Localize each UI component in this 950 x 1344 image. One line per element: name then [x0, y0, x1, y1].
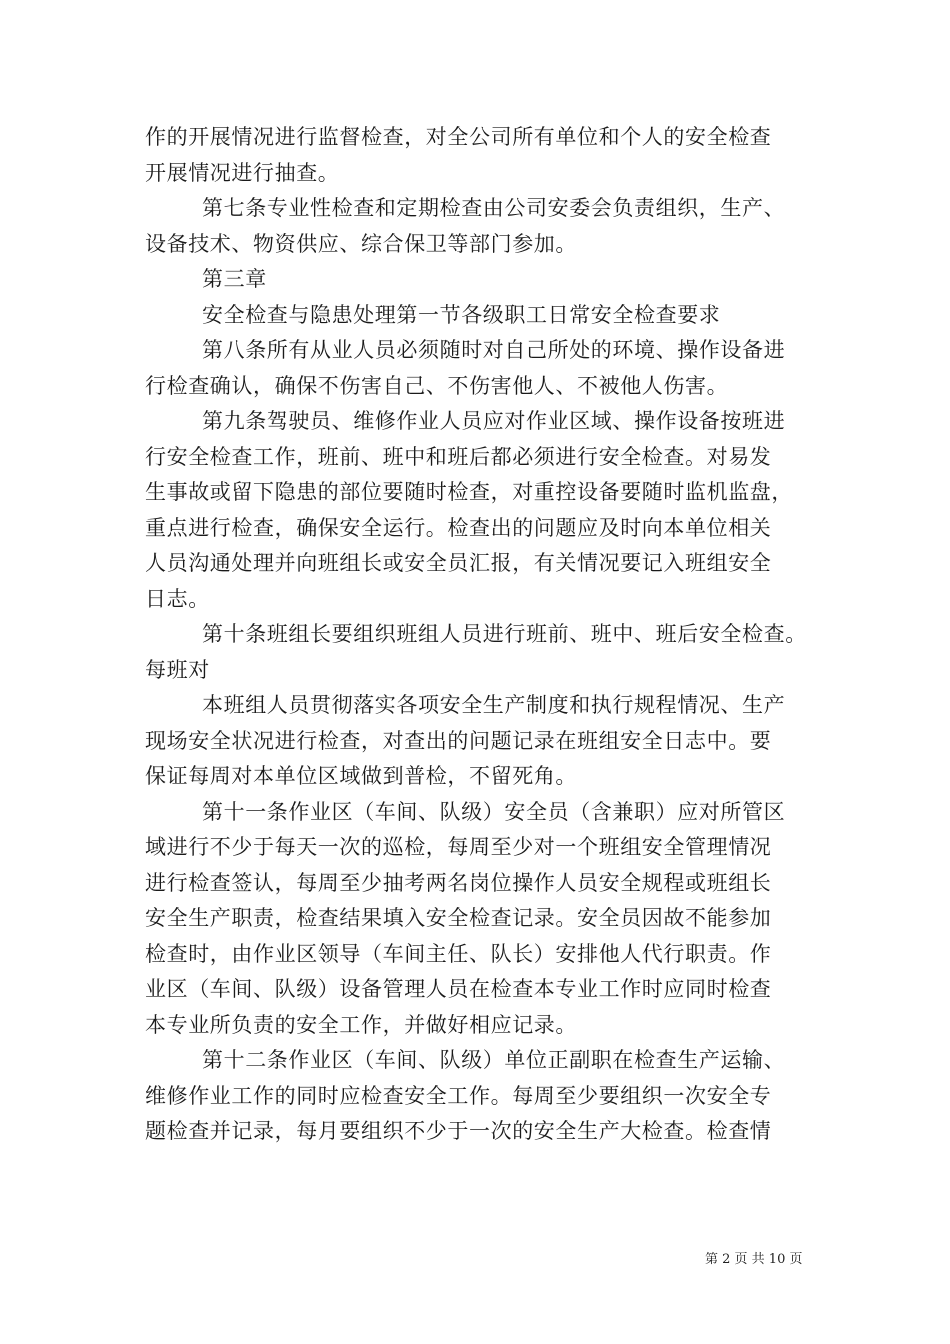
text-line: 检查时，由作业区领导（车间主任、队长）安排他人代行职责。作 — [145, 941, 772, 966]
text-line: 作的开展情况进行监督检查，对全公司所有单位和个人的安全检查 — [145, 125, 772, 149]
text-line: 生事故或留下隐患的部位要随时检查，对重控设备要随时监机监盘， — [145, 480, 793, 504]
text-line: 第九条驾驶员、维修作业人员应对作业区域、操作设备按班进 — [202, 409, 786, 433]
text-line: 业区（车间、队级）设备管理人员在检查本专业工作时应同时检查 — [145, 977, 772, 1001]
text-line: 行检查确认，确保不伤害自己、不伤害他人、不被他人伤害。 — [145, 373, 729, 398]
text-line: 进行检查签认，每周至少抽考两名岗位操作人员安全规程或班组长 — [145, 870, 772, 895]
text-line: 开展情况进行抽查。 — [145, 160, 340, 185]
text-line: 本专业所负责的安全工作，并做好相应记录。 — [145, 1012, 577, 1037]
text-line: 现场安全状况进行检查，对查出的问题记录在班组安全日志中。要 — [145, 728, 772, 753]
text-line: 设备技术、物资供应、综合保卫等部门参加。 — [145, 231, 577, 256]
text-line: 第十条班组长要组织班组人员进行班前、班中、班后安全检查。 — [202, 622, 807, 646]
text-line: 第十一条作业区（车间、队级）安全员（含兼职）应对所管区 — [202, 799, 786, 824]
text-line: 题检查并记录，每月要组织不少于一次的安全生产大检查。检查情 — [145, 1119, 772, 1143]
text-line: 日志。 — [145, 586, 210, 611]
text-line: 保证每周对本单位区域做到普检，不留死角。 — [145, 764, 577, 788]
text-line: 域进行不少于每天一次的巡检，每周至少对一个班组安全管理情况 — [145, 835, 772, 859]
text-line: 第三章 — [202, 267, 267, 291]
text-line: 每班对 — [145, 657, 210, 682]
text-line: 本班组人员贯彻落实各项安全生产制度和执行规程情况、生产 — [202, 693, 786, 717]
text-line: 人员沟通处理并向班组长或安全员汇报，有关情况要记入班组安全 — [145, 551, 772, 575]
document-body — [145, 120, 810, 1150]
text-line: 第十二条作业区（车间、队级）单位正副职在检查生产运输、 — [202, 1048, 786, 1072]
text-line: 第七条专业性检查和定期检查由公司安委会负责组织，生产、 — [202, 196, 786, 220]
text-line: 安全生产职责，检查结果填入安全检查记录。安全员因故不能参加 — [145, 906, 772, 930]
text-line: 第八条所有从业人员必须随时对自己所处的环境、操作设备进 — [202, 338, 786, 362]
text-line: 安全检查与隐患处理第一节各级职工日常安全检查要求 — [202, 302, 721, 327]
text-line: 行安全检查工作，班前、班中和班后都必须进行安全检查。对易发 — [145, 444, 772, 469]
text-line: 重点进行检查，确保安全运行。检查出的问题应及时向本单位相关 — [145, 515, 772, 540]
page-number: 第 2 页 共 10 页 — [705, 1252, 803, 1267]
text-line: 维修作业工作的同时应检查安全工作。每周至少要组织一次安全专 — [145, 1083, 772, 1108]
